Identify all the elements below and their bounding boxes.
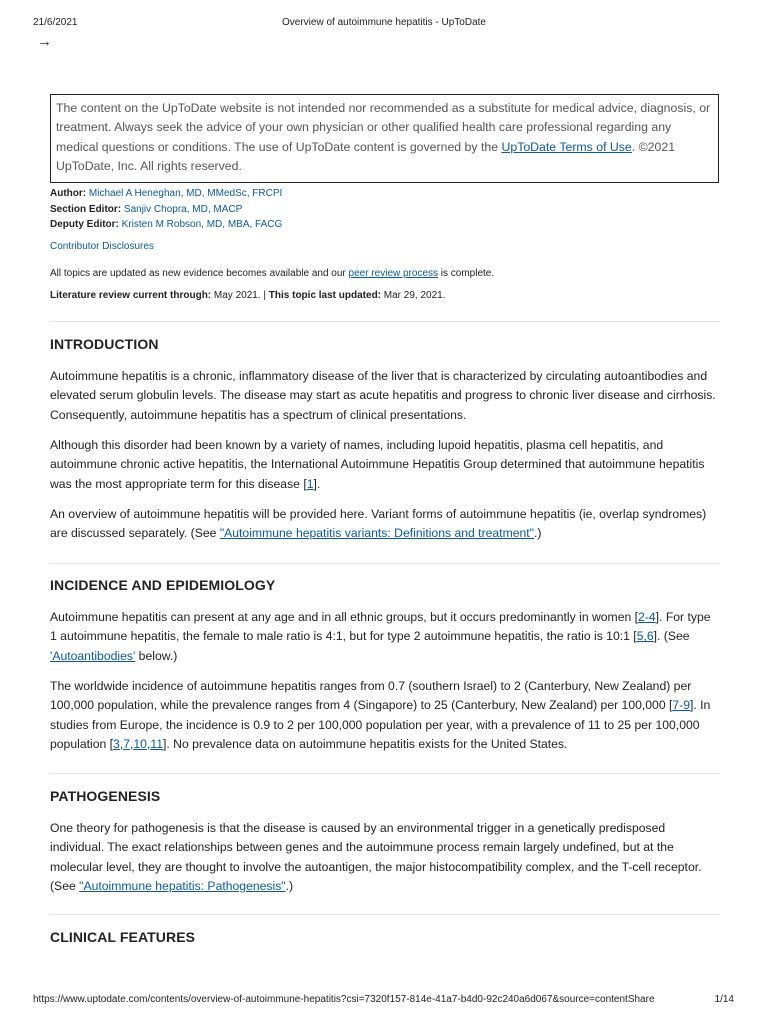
paragraph-text: below.) <box>135 648 178 663</box>
paragraph-text: .) <box>285 879 294 894</box>
pathogenesis-topic-link[interactable]: "Autoimmune hepatitis: Pathogenesis" <box>79 879 286 894</box>
contributor-disclosures-line <box>50 240 154 254</box>
print-url: https://www.uptodate.com/contents/overview-of-autoimmune-hepatitis?csi=7320f157-814e-41a7-b4d0-92c240a6d067&source=contentShare <box>33 994 655 1005</box>
paragraph-text: ]. In studies from Europe, the incidence is 0.9 to 2 per 100,000 population per year, with a prevalence of 11 to 25 per 100,000 population [ <box>50 698 711 752</box>
print-date: 21/6/2021 <box>33 17 78 28</box>
reference-link[interactable]: 11 <box>150 737 163 752</box>
introduction-paragraph-2 <box>50 436 720 494</box>
reference-link[interactable]: 7-9 <box>672 698 691 713</box>
reference-link[interactable]: 2-4 <box>638 610 656 624</box>
divider <box>50 563 720 564</box>
reference-link[interactable]: 1 <box>306 476 314 491</box>
deputy-editor-label: Deputy Editor: <box>50 219 119 230</box>
reference-link[interactable]: 5,6 <box>636 629 654 644</box>
author-line <box>50 187 282 201</box>
variants-topic-link[interactable]: "Autoimmune hepatitis variants: Definitions and treatment" <box>219 526 534 541</box>
update-notice <box>50 267 494 281</box>
section-heading-clinical-features: CLINICAL FEATURES <box>50 929 196 945</box>
section-editor-line <box>50 203 242 217</box>
page-number: 1/14 <box>714 994 734 1005</box>
introduction-paragraph-1: Autoimmune hepatitis is a chronic, inflammatory disease of the liver that is characterized by circulating autoantibodies and elevated serum globulin levels. The disease may start as acute hepatitis and progress to chronic liver disease and cirrhosis. Consequently, autoimmune hepatitis has a spectrum of clinical presentations. <box>50 369 716 422</box>
peer-review-link[interactable]: peer review process <box>348 268 439 279</box>
divider <box>50 321 720 322</box>
paragraph-text: .) <box>534 526 542 541</box>
section-editor-link[interactable]: Sanjiv Chopra, MD, MACP <box>123 204 243 215</box>
incidence-paragraph-2: The worldwide incidence of autoimmune hepatitis ranges from 0.7 (southern Israel) to 2 (Canterbury, New Zealand) per 100,000 population, while the prevalence ranges from 4 (Singapore) to 25 (Canterbury, New Zealand) per 100,000 [7-9]. In studies from Europe, the incidence is 0.9 to 2 per 100,000 population per year, with a prevalence of 11 to 25 per 100,000 population [3,7,10,11]. No prevalence data on autoimmune hepatitis exists for the United States. <box>50 679 711 752</box>
pathogenesis-paragraph-1 <box>50 819 720 897</box>
section-heading-incidence: INCIDENCE AND EPIDEMIOLOGY <box>50 577 276 593</box>
paragraph-text: Although this disorder had been known by a variety of names, including lupoid hepatitis, plasma cell hepatitis, and autoimmune chronic active hepatitis, the International Autoimmune Hepatitis Group determined that autoimmune hepatitis was the most appropriate term for this disease [ <box>50 438 705 491</box>
divider <box>50 773 720 774</box>
paragraph-text: ]. <box>313 476 321 491</box>
paragraph-text: An overview of autoimmune hepatitis will be provided here. Variant forms of autoimmune hepatitis (ie, overlap syndromes) are discussed separately. (See <box>50 507 707 541</box>
contributor-disclosures-link[interactable]: Contributor Disclosures <box>50 241 154 252</box>
author-name-link[interactable]: Michael A Heneghan, MD, MMedSc, FRCPI <box>88 188 283 199</box>
arrow-right-icon[interactable]: → <box>37 33 52 50</box>
incidence-paragraph-1 <box>50 608 720 666</box>
introduction-paragraph-3 <box>50 505 720 544</box>
lit-review-value: May 2021. | <box>211 290 269 301</box>
deputy-editor-link[interactable]: Kristen M Robson, MD, MBA, FACG <box>121 219 283 230</box>
paragraph-text: ]. (See <box>653 629 690 644</box>
terms-of-use-link[interactable]: UpToDate Terms of Use <box>501 139 632 154</box>
author-label: Author: <box>50 188 87 199</box>
lit-review-label: Literature review current through: <box>50 290 212 301</box>
paragraph-text: One theory for pathogenesis is that the disease is caused by an environmental trigger in a genetically predisposed individual. The exact relationships between genes and the autoimmune process remain largely undefined, but at the molecular level, they are thought to involve the autoantigen, the major histocompatibility complex, and the T-cell receptor. (See <box>50 821 702 894</box>
section-heading-pathogenesis: PATHOGENESIS <box>50 788 161 804</box>
section-editor-label: Section Editor: <box>50 204 122 215</box>
section-heading-introduction: INTRODUCTION <box>50 336 159 352</box>
reference-link[interactable]: 7 <box>123 737 130 752</box>
paragraph-text: ]. No prevalence data on autoimmune hepatitis exists for the United States. <box>162 737 568 752</box>
last-updated-label: This topic last updated: <box>268 290 382 301</box>
reference-link[interactable]: 10 <box>133 737 147 752</box>
print-title: Overview of autoimmune hepatitis - UpToDate <box>282 17 486 28</box>
paragraph-text: The worldwide incidence of autoimmune hepatitis ranges from 0.7 (southern Israel) to 2 (Canterbury, New Zealand) per 100,000 population, while the prevalence ranges from 4 (Singapore) to 25 (Canterbury, New Zealand) per 100,000 [ <box>50 679 692 713</box>
autoantibodies-section-link[interactable]: 'Autoantibodies' <box>50 648 136 663</box>
review-dates <box>50 289 446 303</box>
paragraph-text: Autoimmune hepatitis can present at any age and in all ethnic groups, but it occurs predominantly in women [ <box>50 610 639 624</box>
disclaimer-copyright: . ©2021 UpToDate, Inc. All rights reserved. <box>56 139 676 173</box>
paragraph-text: ]. For type 1 autoimmune hepatitis, the female to male ratio is 4:1, but for type 2 autoimmune hepatitis, the ratio is 10:1 [ <box>50 610 711 644</box>
print-header <box>0 17 768 31</box>
reference-link[interactable]: 3 <box>113 737 120 752</box>
disclaimer-text: The content on the UpToDate website is not intended nor recommended as a substitute for medical advice, diagnosis, or treatment. Always seek the advice of your own physician or other qualified health care professional regarding any medical questions or conditions. The use of UpToDate content is governed by the <box>56 101 711 154</box>
divider <box>50 914 720 915</box>
last-updated-value: Mar 29, 2021. <box>381 290 446 301</box>
deputy-editor-line <box>50 218 282 232</box>
update-notice-text: All topics are updated as new evidence becomes available and our <box>50 268 349 279</box>
disclaimer-box <box>50 94 719 183</box>
update-notice-end: is complete. <box>438 268 495 279</box>
